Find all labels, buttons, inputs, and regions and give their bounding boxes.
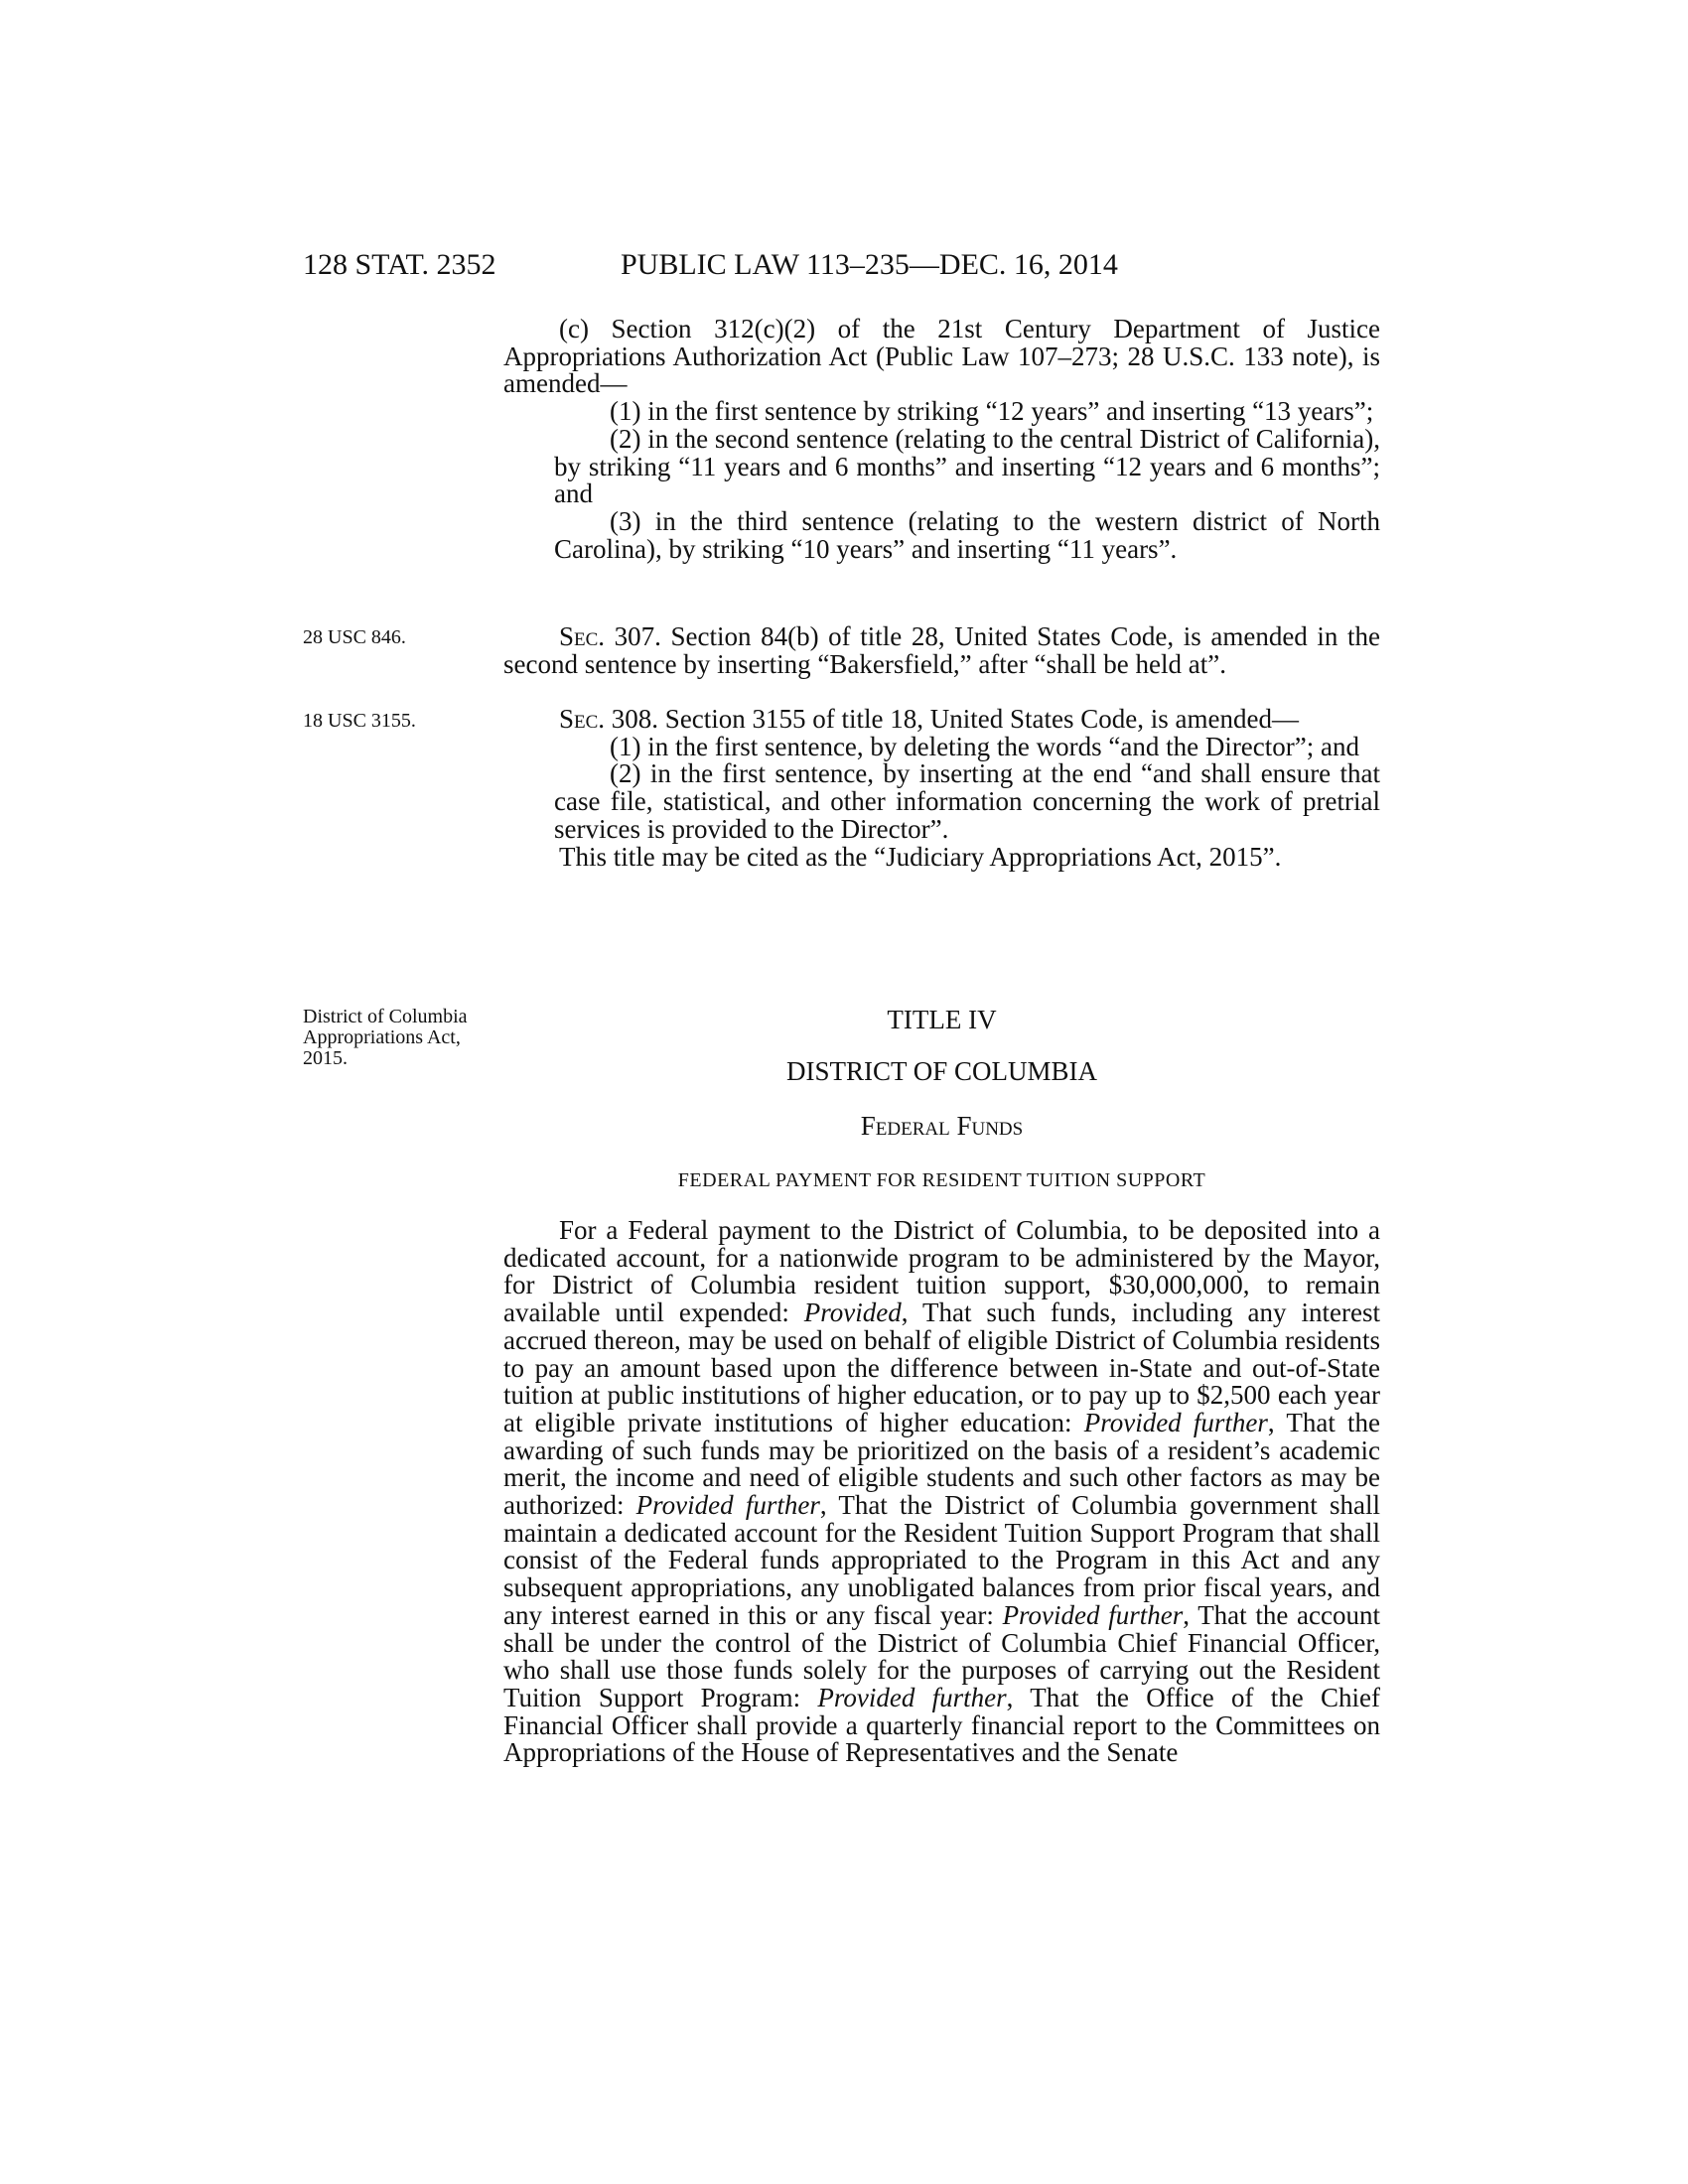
title-iv-heading: TITLE IV [887,1005,997,1034]
section-c-item-3: (3) in the third sentence (relating to the western district of North Carolina), by striking “10 years” and inserting “11 years”. [554,505,1380,564]
stat-page-number: 128 STAT. 2352 [303,248,496,281]
margin-note-18-usc-3155: 18 USC 3155. [303,710,416,732]
federal-funds-heading: Federal Funds [860,1111,1024,1141]
body-text-2: , That such funds, including any interest accrued thereon, may be used on behalf of eligible District of Columbia residents to pay an amount based upon the difference between in-State and out-of-State tuition at public institutions of higher education, or to pay up to $2,500 each year at eligible private institutions of higher education: [503,1297,1380,1437]
proviso-4: Provided further [1002,1599,1184,1630]
section-c-block [503,316,1380,563]
body-text-4: , That the District of Columbia government shall maintain a dedicated account for the Resident Tuition Support Program that shall consist of the Federal funds appropriated to the Program in this Act and any subsequent appropriations, any unobligated balances from prior fiscal years, and any interest earned in this or any fiscal year: [503,1490,1380,1630]
section-307 [503,623,1380,678]
tuition-support-body [503,1217,1380,1767]
section-308-label: Sec. 308. [559,704,659,734]
section-307-label: Sec. 307. [559,621,661,651]
section-307-paragraph [503,623,1380,678]
body-text-1: For a Federal payment to the District of Columbia, to be deposited into a dedicated account, for a nationwide program to be administered by the Mayor, for District of Columbia resident tuition support, $30,000,000, to remain available until expended: [503,1215,1380,1328]
section-c-item-2: (2) in the second sentence (relating to the central District of California), by striking “11 years and 6 months” and inserting “12 years and 6 months”; and [554,423,1380,509]
proviso-5: Provided further [817,1682,1007,1712]
section-308-item-1: (1) in the first sentence, by deleting the words “and the Director”; and [610,731,1359,761]
tuition-support-paragraph [503,1217,1380,1767]
resident-tuition-support-heading: FEDERAL PAYMENT FOR RESIDENT TUITION SUPPORT [677,1169,1206,1191]
proviso-3: Provided further [635,1490,820,1521]
public-law-title: PUBLIC LAW 113–235—DEC. 16, 2014 [621,248,1118,281]
district-of-columbia-heading: DISTRICT OF COLUMBIA [785,1056,1098,1086]
margin-note-dc-appropriations-act: District of Columbia Appropriations Act, 2015. [303,1006,468,1069]
title-citation: This title may be cited as the “Judiciary Appropriations Act, 2015”. [559,841,1282,872]
section-c-intro: (c) Section 312(c)(2) of the 21st Century Department of Justice Appropriations Authorization Act (Public Law 107–273; 28 U.S.C. 133 note), is amended— [503,314,1380,399]
page-header [303,248,1216,288]
section-308 [503,706,1380,871]
proviso-2: Provided further [1083,1407,1268,1437]
section-307-text: Section 84(b) of title 28, United States Code, is amended in the second sentence by inserting “Bakersfield,” after “shall be held at”. [503,621,1381,679]
proviso-1: Provided [803,1297,902,1328]
body-text-3: , That the awarding of such funds may be prioritized on the basis of a resident’s academic merit, the income and need of eligible students and such other factors as may be authorized: [503,1407,1381,1521]
section-308-item-2: (2) in the first sentence, by inserting at the end “and shall ensure that case file, statistical, and other information concerning the work of pretrial services is provided to the Director”. [554,758,1380,844]
section-308-paragraph [503,706,1380,734]
section-308-text: Section 3155 of title 18, United States Code, is amended— [658,704,1299,734]
margin-note-28-usc-846: 28 USC 846. [303,626,406,648]
section-c-item-1: (1) in the first sentence by striking “12 years” and inserting “13 years”; [610,396,1374,427]
body-text-5: , That the account shall be under the control of the District of Columbia Chief Financial Officer, who shall use those funds solely for the purposes of carrying out the Resident Tuition Support Program: [503,1599,1380,1712]
body-text-6: , That the Office of the Chief Financial Officer shall provide a quarterly financial report to the Committees on Appropriations of the House of Representatives and the Senate [503,1682,1381,1768]
